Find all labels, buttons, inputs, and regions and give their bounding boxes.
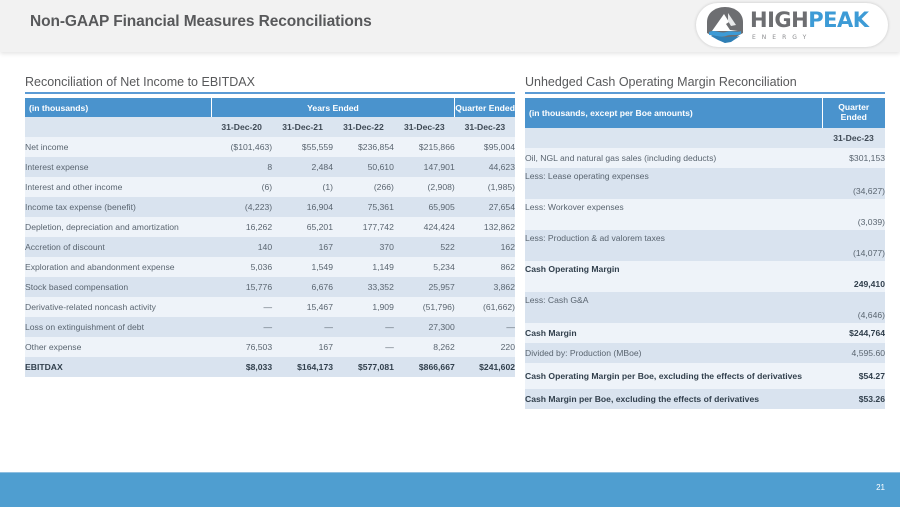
row-value: (3,039) [857,217,885,227]
row-value: 167 [318,342,333,352]
row-label: Cash Operating Margin per Boe, excluding the effects of derivatives [525,370,802,381]
row-value: 167 [318,242,333,252]
row-value: (61,662) [482,302,515,312]
left-period-header-0: 31-Dec-20 [211,117,272,137]
row-value: 76,503 [245,342,273,352]
row-label: EBITDAX [25,362,63,372]
row-value: 50,610 [367,162,394,172]
row-value: 27,300 [428,322,455,332]
left-period-header-1: 31-Dec-21 [272,117,333,137]
left-reconciliation-section [25,75,515,377]
row-value: $164,173 [297,362,333,372]
table-row [525,323,885,343]
row-value: (1,985) [487,182,515,192]
table-row [525,168,885,199]
row-label: Less: Cash G&A [525,295,589,305]
row-value: $241,602 [479,362,515,372]
row-value: 6,676 [311,282,333,292]
row-label: Accretion of discount [25,242,105,252]
row-label: Less: Lease operating expenses [525,171,649,181]
row-value: (1) [322,182,333,192]
row-value: 3,862 [493,282,515,292]
right-period-header: 31-Dec-23 [822,128,885,148]
table-row [525,261,885,292]
left-period-header-3: 31-Dec-23 [394,117,455,137]
row-label: Exploration and abandonment expense [25,262,175,272]
row-value: 147,901 [423,162,455,172]
row-label: Net income [25,142,69,152]
row-value: 862 [500,262,515,272]
left-group-quarter-ended: Quarter Ended [455,98,515,117]
left-table-period-header-row [25,117,515,137]
right-reconciliation-section [525,75,885,409]
table-row [25,297,515,317]
unhedged-cash-operating-margin-table [525,98,885,409]
table-row [25,177,515,197]
row-value: (14,077) [852,248,885,258]
table-row [25,137,515,157]
row-value: — [263,322,273,332]
row-value: 220 [500,342,515,352]
table-row [25,217,515,237]
row-value: 15,776 [245,282,273,292]
row-value: $53.26 [858,394,885,404]
table-row [525,292,885,323]
table-row [25,317,515,337]
right-units-label: (in thousands, except per Boe amounts) [525,98,822,128]
row-value: (51,796) [422,302,455,312]
row-value: — [324,322,333,332]
row-value: 249,410 [853,279,885,289]
right-table-body [525,148,885,409]
row-value: $244,764 [849,328,885,338]
left-units-label: (in thousands) [25,98,211,117]
net-income-to-ebitdax-table [25,98,515,377]
row-label: Stock based compensation [25,282,129,292]
table-row [25,197,515,217]
table-row [25,337,515,357]
row-value: 1,549 [311,262,333,272]
table-row [25,157,515,177]
row-label: Divided by: Production (MBoe) [525,348,642,358]
row-label: Derivative-related noncash activity [25,302,156,312]
row-value: 424,424 [423,222,455,232]
row-value: 65,201 [306,222,333,232]
table-row [525,343,885,363]
row-value: 16,904 [306,202,333,212]
logo-subtitle: ENERGY [752,33,813,41]
row-value: (4,223) [244,202,273,212]
row-value: 27,654 [488,202,515,212]
row-value: (2,908) [427,182,455,192]
row-value: — [385,342,394,352]
slide-footer-band [0,472,900,507]
table-row [25,277,515,297]
right-group-quarter-ended [822,98,885,128]
row-label: Cash Margin [525,328,577,338]
table-row [525,148,885,168]
row-value: 140 [257,242,273,252]
right-section-title: Unhedged Cash Operating Margin Reconciliation [525,75,885,94]
right-table-group-header-row [525,98,885,128]
row-value: 75,361 [367,202,394,212]
row-value: 15,467 [306,302,333,312]
table-row [525,199,885,230]
row-value: 65,905 [428,202,455,212]
left-table-group-header-row [25,98,515,117]
row-value: 44,623 [488,162,515,172]
row-label: Oil, NGL and natural gas sales (including deducts) [525,153,717,163]
row-value: ($101,463) [230,142,273,152]
right-table-period-header-row [525,128,885,148]
row-label: Other expense [25,342,82,352]
row-label: Cash Margin per Boe, excluding the effects of derivatives [525,394,760,404]
row-value: $236,854 [358,142,394,152]
row-value: 5,234 [433,262,455,272]
row-value: — [506,322,515,332]
table-row [25,257,515,277]
row-value: 16,262 [245,222,273,232]
row-value: (266) [373,182,394,192]
row-value: $95,004 [483,142,515,152]
table-row [525,230,885,261]
row-value: $54.27 [858,371,885,381]
right-group-line1: Quarter [838,102,870,113]
row-label: Cash Operating Margin [525,264,620,274]
page-title: Non-GAAP Financial Measures Reconciliations [30,13,372,30]
company-logo [696,3,888,47]
row-value: 8,262 [433,342,455,352]
row-label: Depletion, depreciation and amortization [25,222,179,232]
left-period-header-2: 31-Dec-22 [333,117,394,137]
row-label: Income tax expense (benefit) [25,202,136,212]
table-row [25,357,515,377]
left-section-title: Reconciliation of Net Income to EBITDAX [25,75,515,94]
logo-wordmark [750,7,869,41]
right-period-header-blank [525,128,822,148]
row-value: $55,559 [301,142,333,152]
row-value: $8,033 [245,362,273,372]
row-value: $577,081 [358,362,394,372]
left-period-header-4: 31-Dec-23 [455,117,515,137]
row-value: 177,742 [362,222,394,232]
row-value: — [385,322,394,332]
row-value: (6) [261,182,273,192]
row-value: $301,153 [849,153,885,163]
row-label: Interest and other income [25,182,123,192]
table-row [25,237,515,257]
row-value: 162 [500,242,515,252]
row-value: $866,667 [418,362,455,372]
row-value: 33,352 [367,282,394,292]
row-value: $215,866 [418,142,455,152]
logo-word-peak: PEAK [808,7,869,32]
right-group-line2: Ended [840,112,867,122]
row-value: (34,627) [852,186,885,196]
row-value: 1,909 [372,302,394,312]
row-value: 522 [440,242,455,252]
row-value: 2,484 [311,162,333,172]
row-value: 8 [267,162,273,172]
left-table-body [25,137,515,377]
row-value: 5,036 [250,262,273,272]
row-value: 25,957 [428,282,455,292]
row-value: (4,646) [857,310,885,320]
row-label: Less: Workover expenses [525,202,624,212]
table-row [525,389,885,409]
row-value: — [263,302,273,312]
logo-word-high: HIGH [750,7,809,32]
left-group-years-ended: Years Ended [211,98,455,117]
table-row [525,363,885,389]
page-number: 21 [876,483,885,492]
row-label: Loss on extinguishment of debt [25,322,144,332]
row-label: Interest expense [25,162,89,172]
row-value: 1,149 [372,262,394,272]
row-value: 132,862 [483,222,515,232]
row-value: 370 [379,242,394,252]
row-label: Less: Production & ad valorem taxes [525,233,665,243]
left-period-header-blank [25,117,211,137]
mountain-peak-icon [704,6,746,44]
row-value: 4,595.60 [851,348,885,358]
